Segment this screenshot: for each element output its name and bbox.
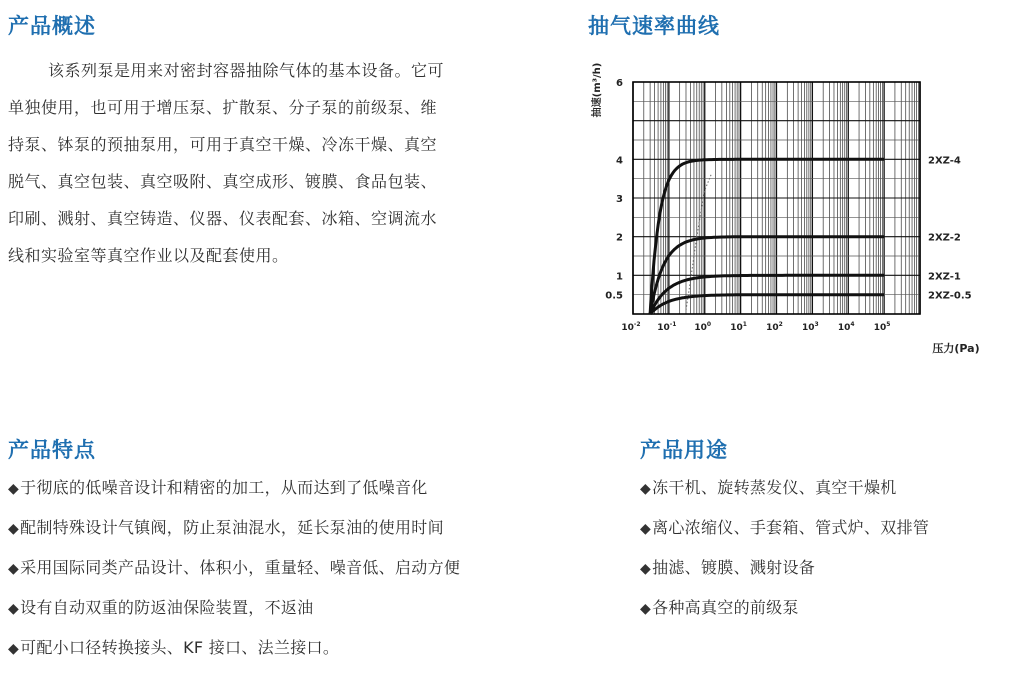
features-title: 产品特点 [8,438,96,462]
feature-text: 可配小口径转换接头、KF 接口、法兰接口。 [20,638,340,657]
uses-list [640,478,929,638]
overview-line: 脱气、真空包装、真空吸附、真空成形、镀膜、食品包装、 [8,172,438,191]
diamond-bullet-icon: ◆ [8,601,20,617]
feature-item [8,558,460,598]
x-tick-label: $10^{-1}$ [657,321,677,333]
feature-text: 采用国际同类产品设计、体积小，重量轻、噪音低、启动方便 [20,558,461,577]
overview-title: 产品概述 [8,14,96,38]
overview-line: 持泵、钵泵的预抽泵用，可用于真空干燥、冷冻干燥、真空 [8,135,438,154]
series-label: 2XZ-0.5 [928,290,972,302]
pumping-speed-curve-title: 抽气速率曲线 [588,14,720,38]
feature-item [8,518,460,558]
feature-text: 配制特殊设计气镇阀，防止泵油混水，延长泵油的使用时间 [20,518,444,537]
diamond-bullet-icon: ◆ [8,521,20,537]
reference-curve-layer [686,175,711,310]
x-tick-label: $10^5$ [873,321,891,333]
diamond-bullet-icon: ◆ [640,481,652,497]
x-tick-label: $10^4$ [837,321,855,333]
x-axis-label: 压力(Pa) [932,342,980,355]
diamond-bullet-icon: ◆ [640,601,652,617]
use-text: 各种高真空的前级泵 [652,598,799,617]
use-item [640,518,929,558]
x-tick-label: $10^3$ [802,321,819,333]
uses-title: 产品用途 [640,438,728,462]
y-tick-label: 4 [616,155,623,167]
feature-item [8,478,460,518]
diamond-bullet-icon: ◆ [8,481,20,497]
feature-text: 设有自动双重的防返油保险装置，不返油 [20,598,314,617]
y-tick-label: 1 [616,271,623,283]
use-text: 抽滤、镀膜、溅射设备 [652,558,816,577]
use-text: 冻干机、旋转蒸发仪、真空干燥机 [652,478,897,497]
diamond-bullet-icon: ◆ [640,521,652,537]
series-label: 2XZ-1 [928,271,961,283]
use-item [640,558,929,598]
y-tick-label: 6 [616,78,623,89]
feature-text: 于彻底的低噪音设计和精密的加工，从而达到了低噪音化 [20,478,428,497]
diamond-bullet-icon: ◆ [8,641,20,657]
overview-line: 线和实验室等真空作业以及配套使用。 [8,246,289,265]
diamond-bullet-icon: ◆ [8,561,20,577]
overview-text [8,52,528,274]
x-tick-label: $10^{-2}$ [621,321,641,333]
overview-line: 该系列泵是用来对密封容器抽除气体的基本设备。它可 [48,61,445,80]
y-tick-label: 3 [616,194,623,205]
features-list [8,478,460,678]
feature-item [8,638,460,678]
diamond-bullet-icon: ◆ [640,561,652,577]
x-tick-label: $10^1$ [730,321,747,333]
chart-grid [633,82,920,314]
use-text: 离心浓缩仪、手套箱、管式炉、双排管 [652,518,930,537]
y-tick-label: 2 [616,232,623,244]
overview-line: 印刷、溅射、真空铸造、仪器、仪表配套、冰箱、空调流水 [8,209,438,228]
y-tick-label: 0.5 [605,290,623,302]
y-axis-label: 抽速(m³/h) [592,62,603,118]
pumping-speed-chart [590,52,1000,362]
series-label: 2XZ-2 [928,232,961,244]
overview-line: 单独使用，也可用于增压泵、扩散泵、分子泵的前级泵、维 [8,98,438,117]
x-tick-label: $10^0$ [694,321,712,333]
use-item [640,598,929,638]
reference-curve [686,175,711,310]
feature-item [8,598,460,638]
x-tick-label: $10^2$ [766,321,783,333]
series-label: 2XZ-4 [928,155,961,167]
use-item [640,478,929,518]
series-line-2xz-0.5 [650,295,884,314]
